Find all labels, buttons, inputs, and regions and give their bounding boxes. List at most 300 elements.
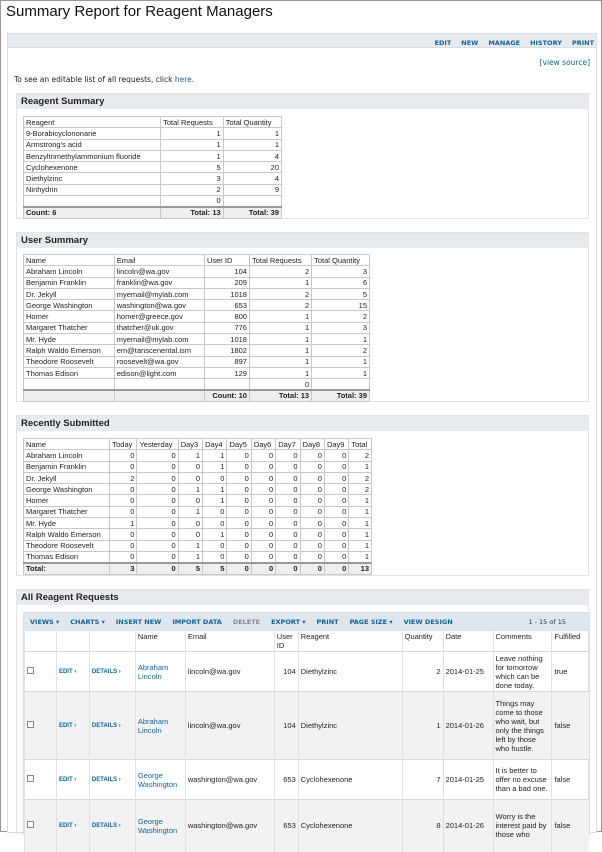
reagent-summary-table	[23, 116, 282, 219]
table-cell: 0	[276, 450, 300, 461]
grid-cell: washington@wa.gov	[185, 760, 274, 800]
grid-cell: Things may come to those who wait, but only the things left by those who hustle.	[493, 692, 552, 760]
table-cell: 0	[300, 495, 324, 506]
table-cell: 1	[223, 128, 281, 139]
table-cell: Armstrong's acid	[24, 139, 161, 150]
row-select-cell	[25, 760, 57, 800]
table-cell: 0	[137, 518, 178, 529]
grid-cell: 2014-01-26	[443, 692, 493, 760]
name-cell	[135, 800, 185, 852]
table-cell: 0	[276, 518, 300, 529]
grid-cell: 2	[402, 652, 443, 692]
table-cell: 0	[251, 472, 275, 483]
grid-cell: 1	[402, 692, 443, 760]
column-header: Yesterday	[137, 439, 178, 450]
table-cell: Benjamin Franklin	[24, 461, 110, 472]
table-cell: 0	[137, 484, 178, 495]
table-cell: 0	[300, 506, 324, 517]
table-cell: Mr. Hyde	[24, 518, 110, 529]
table-row	[24, 334, 370, 345]
toolbar-views-button[interactable]: VIEWS ▾	[30, 618, 60, 626]
table-cell: 0	[110, 551, 137, 562]
total-cell	[24, 390, 115, 401]
table-cell: 1	[178, 450, 202, 461]
table-cell: 0	[324, 506, 348, 517]
table-cell: 0	[251, 551, 275, 562]
table-cell: Margaret Thatcher	[24, 322, 115, 333]
grid-column-header[interactable]: User ID	[274, 631, 298, 652]
table-cell: 2	[312, 311, 370, 322]
table-cell: 0	[137, 540, 178, 551]
table-row	[24, 551, 372, 562]
table-cell: Thomas Edison	[24, 367, 115, 378]
row-checkbox[interactable]	[27, 721, 34, 728]
table-cell: 1	[223, 139, 281, 150]
totals-row	[24, 207, 282, 218]
menu-new[interactable]: NEW	[461, 39, 479, 47]
total-cell: 3	[110, 563, 137, 574]
total-cell	[114, 390, 204, 401]
table-cell: 3	[161, 173, 224, 184]
user-name-link[interactable]: Abraham Lincoln	[137, 662, 169, 681]
row-count: 1 - 15 of 15	[528, 618, 566, 626]
total-cell: 0	[300, 563, 324, 574]
name-cell	[135, 692, 185, 760]
table-cell: Cyclohexenone	[24, 162, 161, 173]
table-cell: 0	[276, 551, 300, 562]
table-cell: 5	[161, 162, 224, 173]
column-header: Today	[110, 439, 137, 450]
header-row	[24, 255, 370, 266]
grid-cell: Cyclohexenone	[298, 800, 402, 852]
table-row	[24, 540, 372, 551]
table-cell: Ralph Waldo Emerson	[24, 345, 115, 356]
row-checkbox[interactable]	[27, 821, 34, 828]
total-cell: 5	[203, 563, 227, 574]
name-cell	[135, 652, 185, 692]
table-cell: Ralph Waldo Emerson	[24, 529, 110, 540]
table-cell: 1	[178, 551, 202, 562]
column-header: Reagent	[24, 117, 161, 128]
table-cell: Diethylzinc	[24, 173, 161, 184]
table-row	[24, 472, 372, 483]
menu-print[interactable]: PRINT	[571, 39, 594, 47]
table-cell: 0	[276, 495, 300, 506]
table-cell: 1	[161, 128, 224, 139]
total-cell: Total: 13	[161, 207, 224, 218]
toolbar-import-data-button[interactable]: IMPORT DATA	[172, 618, 222, 626]
total-cell: 0	[227, 563, 251, 574]
table-cell: 0	[324, 450, 348, 461]
table-cell: 897	[204, 356, 249, 367]
table-row	[24, 356, 370, 367]
table-cell: 0	[137, 551, 178, 562]
toolbar-delete-button[interactable]: DELETE	[232, 618, 261, 626]
table-cell: 776	[204, 322, 249, 333]
grid-cell: Cyclohexenone	[298, 760, 402, 800]
table-cell: myemail@mylab.com	[114, 288, 204, 299]
view-source-link[interactable]: [view source]	[539, 58, 590, 67]
table-cell: 0	[276, 484, 300, 495]
grid-cell: 653	[274, 760, 298, 800]
grid-cell: Diethylzinc	[298, 652, 402, 692]
table-cell: lincoln@wa.gov	[114, 266, 204, 277]
column-header: Day6	[251, 439, 275, 450]
table-cell	[24, 379, 115, 390]
table-cell	[204, 379, 249, 390]
table-cell: George Washington	[24, 484, 110, 495]
table-cell: 6	[312, 277, 370, 288]
table-cell: 1	[349, 540, 372, 551]
toolbar-export-button[interactable]: EXPORT ▾	[271, 618, 306, 626]
webpart-menu	[435, 39, 594, 47]
menu-edit[interactable]: EDIT	[434, 39, 452, 47]
table-cell: 0	[227, 461, 251, 472]
table-cell: 0	[300, 461, 324, 472]
table-cell: 1	[110, 518, 137, 529]
grid-column-header[interactable]: Quantity	[402, 631, 443, 652]
row-select-cell	[25, 652, 57, 692]
table-cell: 0	[203, 540, 227, 551]
column-header: User ID	[204, 255, 249, 266]
table-cell: 1802	[204, 345, 249, 356]
table-cell: 0	[227, 529, 251, 540]
table-cell: 0	[110, 506, 137, 517]
grid-column-header[interactable]: Reagent	[298, 631, 402, 652]
table-cell: 0	[324, 495, 348, 506]
table-row	[24, 288, 370, 299]
table-cell: 1	[349, 518, 372, 529]
table-row	[24, 150, 282, 161]
total-cell: Total: 13	[249, 390, 311, 401]
table-row	[24, 128, 282, 139]
column-header: Total	[349, 439, 372, 450]
table-cell: 0	[227, 450, 251, 461]
grid-cell: false	[552, 800, 589, 852]
grid-cell: 2014-01-26	[443, 800, 493, 852]
grid-column-header[interactable]: Name	[135, 631, 185, 652]
table-cell: 1018	[204, 334, 249, 345]
table-cell: 20	[223, 162, 281, 173]
total-cell: 0	[251, 563, 275, 574]
table-cell: 1	[312, 356, 370, 367]
total-cell: 5	[178, 563, 202, 574]
table-cell: 1	[178, 540, 202, 551]
column-header: Day3	[178, 439, 202, 450]
table-cell: 0	[324, 461, 348, 472]
reagent-summary-section	[16, 93, 589, 219]
grid-row	[25, 800, 590, 852]
column-header: Day4	[203, 439, 227, 450]
grid-column-header[interactable]: Date	[443, 631, 493, 652]
table-cell: 9	[223, 184, 281, 195]
intro-label: To see an editable list of all requests, click	[14, 75, 175, 84]
table-cell: Abraham Lincoln	[24, 450, 110, 461]
grid-cell: lincoln@wa.gov	[185, 692, 274, 760]
table-cell: 800	[204, 311, 249, 322]
table-cell	[223, 196, 281, 207]
grid-column-header[interactable]: Fulfilled	[552, 631, 589, 652]
table-cell: 0	[324, 551, 348, 562]
recently-submitted-section	[16, 415, 589, 576]
table-cell: 0	[324, 540, 348, 551]
grid-cell: false	[552, 692, 589, 760]
table-cell: 0	[300, 484, 324, 495]
grid-column-header[interactable]: Comments	[493, 631, 552, 652]
table-cell: 2	[110, 472, 137, 483]
name-cell	[135, 760, 185, 800]
table-row	[24, 379, 370, 390]
requests-table	[24, 631, 589, 852]
edit-link[interactable]: EDIT ›	[56, 692, 89, 760]
table-cell: 0	[276, 529, 300, 540]
row-select-cell	[25, 692, 57, 760]
table-cell: 0	[227, 472, 251, 483]
table-cell: Benzyltrimethylammonium fluoride	[24, 150, 161, 161]
toolbar-print-button[interactable]: PRINT	[316, 618, 339, 626]
table-cell: 0	[251, 540, 275, 551]
edit-link[interactable]: EDIT ›	[56, 760, 89, 800]
column-header: Day8	[300, 439, 324, 450]
intro-end: .	[191, 75, 195, 84]
table-cell: 4	[223, 150, 281, 161]
table-cell: franklin@wa.gov	[114, 277, 204, 288]
details-link[interactable]: DETAILS ›	[89, 760, 135, 800]
table-cell: Abraham Lincoln	[24, 266, 115, 277]
table-cell: 1	[178, 506, 202, 517]
user-summary-title: User Summary	[17, 233, 588, 248]
table-row	[24, 300, 370, 311]
table-cell: 1018	[204, 288, 249, 299]
table-cell: 1	[249, 322, 311, 333]
table-cell: 0	[227, 540, 251, 551]
table-cell: 0	[300, 450, 324, 461]
table-cell: 0	[137, 472, 178, 483]
all-requests-title: All Reagent Requests	[17, 590, 588, 605]
edit-link[interactable]: EDIT ›	[56, 800, 89, 852]
grid-cell: It is better to offer no excuse than a bad one.	[493, 760, 552, 800]
table-cell: 2	[249, 266, 311, 277]
toolbar-view-design-button[interactable]: VIEW DESIGN	[403, 618, 453, 626]
table-row	[24, 518, 372, 529]
table-cell: 0	[110, 450, 137, 461]
table-cell: 0	[324, 484, 348, 495]
user-name-link[interactable]: George Washington	[137, 816, 178, 835]
table-cell: 1	[249, 311, 311, 322]
header-row	[24, 439, 372, 450]
table-cell: 3	[312, 266, 370, 277]
table-cell: 0	[203, 518, 227, 529]
table-cell: 1	[161, 150, 224, 161]
grid-column-header[interactable]: Email	[185, 631, 274, 652]
table-row	[24, 345, 370, 356]
total-cell: Count: 10	[204, 390, 249, 401]
webpart	[7, 33, 597, 840]
grid-cell: 653	[274, 800, 298, 852]
grid-cell: 2014-01-25	[443, 652, 493, 692]
table-cell: 2	[349, 472, 372, 483]
table-cell: Homer	[24, 495, 110, 506]
row-select-cell	[25, 800, 57, 852]
table-cell: Benjamin Franklin	[24, 277, 115, 288]
table-cell: 0	[227, 518, 251, 529]
table-cell: 104	[204, 266, 249, 277]
table-cell: 0	[324, 472, 348, 483]
table-cell: 0	[227, 506, 251, 517]
table-row	[24, 529, 372, 540]
column-header: Name	[24, 439, 110, 450]
table-cell: 0	[300, 472, 324, 483]
table-row	[24, 196, 282, 207]
table-cell: 0	[110, 461, 137, 472]
grid-cell: Diethylzinc	[298, 692, 402, 760]
table-cell: 0	[227, 551, 251, 562]
total-cell: Total: 39	[223, 207, 281, 218]
table-cell	[114, 379, 204, 390]
table-cell: edison@light.com	[114, 367, 204, 378]
table-cell: 1	[312, 334, 370, 345]
table-row	[24, 461, 372, 472]
table-cell: 2	[161, 184, 224, 195]
table-cell: 1	[203, 529, 227, 540]
table-row	[24, 322, 370, 333]
grid-cell: false	[552, 760, 589, 800]
table-cell: 1	[249, 356, 311, 367]
table-cell: 0	[276, 540, 300, 551]
table-cell: 1	[203, 484, 227, 495]
edit-link[interactable]: EDIT ›	[56, 652, 89, 692]
table-cell: 0	[137, 506, 178, 517]
table-cell: 2	[249, 300, 311, 311]
intro-text	[14, 75, 194, 84]
table-cell: 0	[251, 450, 275, 461]
table-cell: 0	[300, 529, 324, 540]
all-requests-section	[16, 589, 589, 840]
row-checkbox[interactable]	[27, 775, 34, 782]
table-cell: thatcher@uk.gov	[114, 322, 204, 333]
reagent-summary-title: Reagent Summary	[17, 94, 588, 109]
table-cell: Dr. Jekyll	[24, 472, 110, 483]
table-row	[24, 367, 370, 378]
table-cell: 0	[137, 529, 178, 540]
toolbar-insert-new-button[interactable]: INSERT NEW	[115, 618, 162, 626]
table-cell: Theodore Roosevelt	[24, 356, 115, 367]
column-header: Total Quantity	[223, 117, 281, 128]
table-cell: 0	[178, 472, 202, 483]
column-header: Day5	[227, 439, 251, 450]
table-cell: 1	[349, 551, 372, 562]
grid-column-header	[25, 631, 57, 652]
total-cell: Total: 39	[312, 390, 370, 401]
table-cell: Dr. Jekyll	[24, 288, 115, 299]
toolbar-page-size-button[interactable]: PAGE SIZE ▾	[349, 618, 393, 626]
table-cell: 0	[227, 484, 251, 495]
table-cell: 0	[110, 540, 137, 551]
user-summary-section	[16, 232, 589, 402]
table-row	[24, 184, 282, 195]
table-cell: homer@greece.gov	[114, 311, 204, 322]
column-header: Total Requests	[161, 117, 224, 128]
table-cell: 1	[349, 495, 372, 506]
here-link[interactable]: here	[174, 75, 192, 84]
table-cell: 1	[349, 529, 372, 540]
grid-row	[25, 760, 590, 800]
grid-column-header	[89, 631, 135, 652]
table-cell: 0	[178, 461, 202, 472]
column-header: Name	[24, 255, 115, 266]
grid-cell: lincoln@wa.gov	[185, 652, 274, 692]
table-cell: 0	[300, 518, 324, 529]
grid-cell: 8	[402, 800, 443, 852]
table-cell: 1	[249, 345, 311, 356]
table-cell: 1	[349, 506, 372, 517]
table-row	[24, 450, 372, 461]
table-cell: 1	[312, 367, 370, 378]
table-cell: 1	[249, 367, 311, 378]
table-cell: 0	[324, 529, 348, 540]
total-cell: Count: 6	[24, 207, 161, 218]
table-row	[24, 311, 370, 322]
table-row	[24, 506, 372, 517]
details-link[interactable]: DETAILS ›	[89, 800, 135, 852]
grid-cell: Leave nothing for tomorrow which can be done today.	[493, 652, 552, 692]
menu-manage[interactable]: MANAGE	[488, 39, 521, 47]
table-cell: 0	[276, 506, 300, 517]
table-cell: 0	[137, 461, 178, 472]
details-link[interactable]: DETAILS ›	[89, 692, 135, 760]
table-cell: 0	[276, 461, 300, 472]
table-row	[24, 162, 282, 173]
table-cell: 0	[251, 495, 275, 506]
table-cell: 0	[300, 540, 324, 551]
table-cell	[312, 379, 370, 390]
grid-cell: 104	[274, 692, 298, 760]
table-cell: 9-Borabicyclononane	[24, 128, 161, 139]
table-cell: em@tanscenental.ism	[114, 345, 204, 356]
total-cell: 0	[276, 563, 300, 574]
requests-grid	[23, 612, 590, 840]
row-checkbox[interactable]	[27, 667, 34, 674]
table-cell: 0	[324, 518, 348, 529]
table-cell: 1	[249, 334, 311, 345]
table-cell: 0	[251, 518, 275, 529]
table-cell: 1	[203, 450, 227, 461]
table-cell	[24, 196, 161, 207]
table-cell: 0	[251, 506, 275, 517]
table-cell: 1	[203, 461, 227, 472]
grid-row	[25, 652, 590, 692]
table-row	[24, 495, 372, 506]
table-cell: 0	[251, 461, 275, 472]
table-cell: Thomas Edison	[24, 551, 110, 562]
table-cell: 4	[223, 173, 281, 184]
toolbar-charts-button[interactable]: CHARTS ▾	[70, 618, 105, 626]
table-cell: 2	[312, 345, 370, 356]
table-cell: myemail@mylab.com	[114, 334, 204, 345]
user-name-link[interactable]: George Washington	[137, 770, 178, 789]
table-cell: 1	[161, 139, 224, 150]
table-cell: 0	[249, 379, 311, 390]
table-cell: Homer	[24, 311, 115, 322]
total-cell: 0	[137, 563, 178, 574]
table-cell: 0	[137, 450, 178, 461]
menu-history[interactable]: HISTORY	[530, 39, 562, 47]
user-name-link[interactable]: Abraham Lincoln	[137, 716, 169, 735]
page-title: Summary Report for Reagent Managers	[6, 3, 273, 20]
table-cell: 0	[203, 551, 227, 562]
details-link[interactable]: DETAILS ›	[89, 652, 135, 692]
table-cell: 0	[203, 472, 227, 483]
